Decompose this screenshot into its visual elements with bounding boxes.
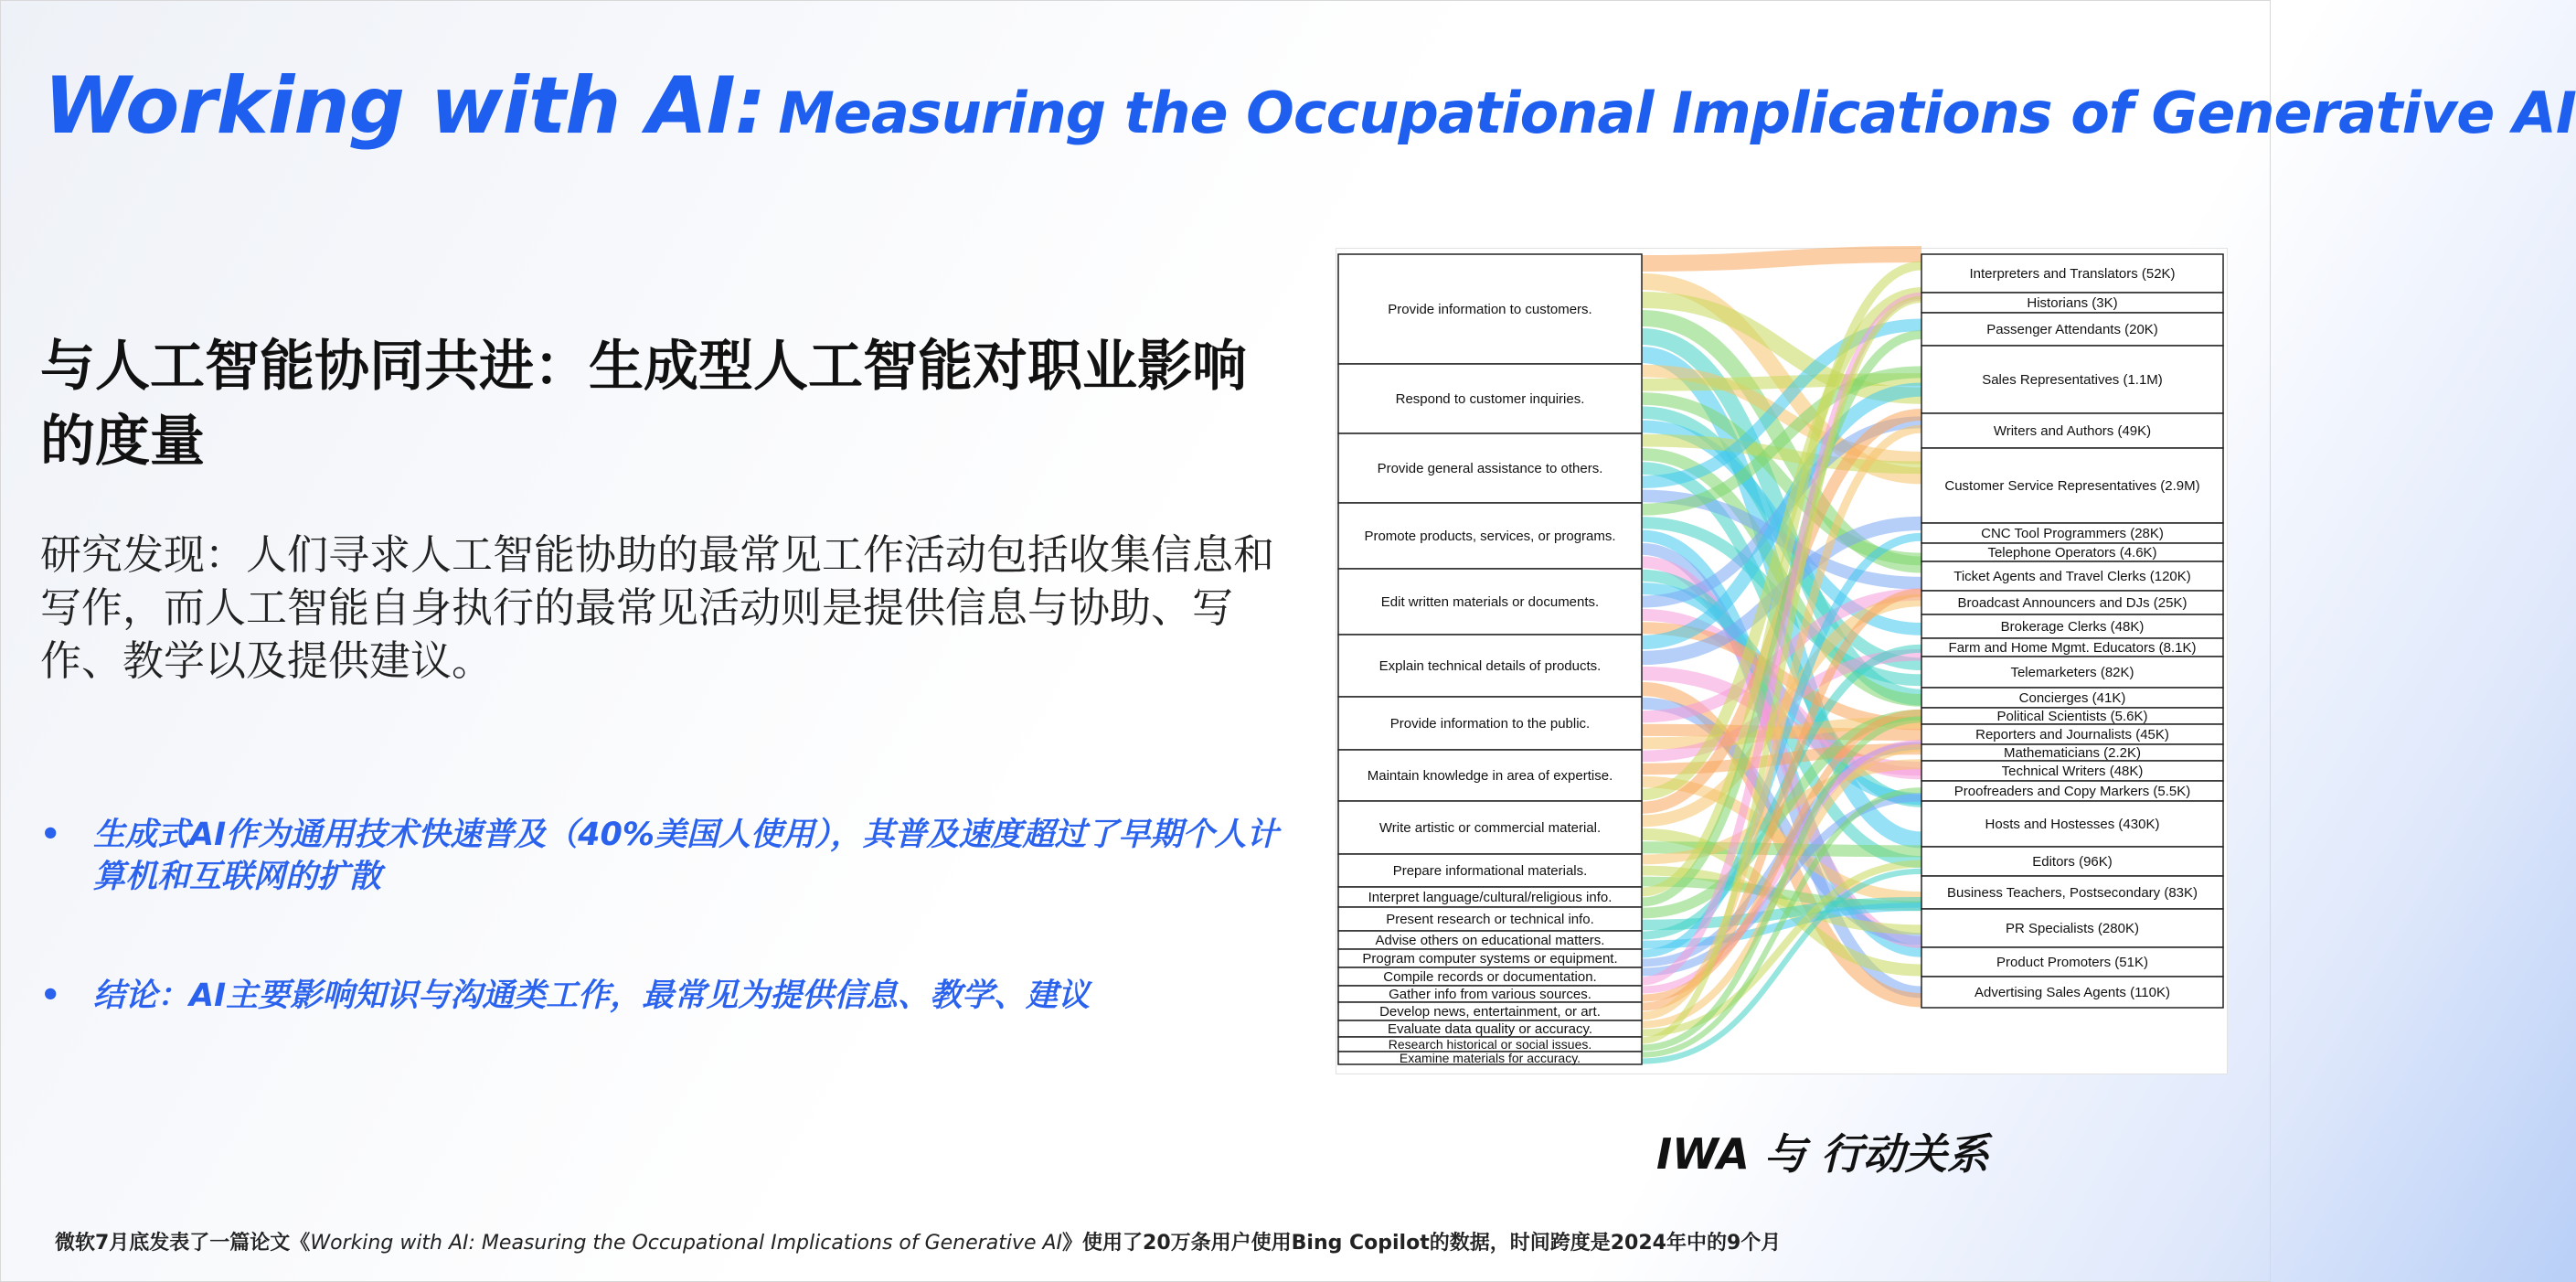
occupation-node [1921, 293, 2223, 313]
research-findings: 研究发现：人们寻求人工智能协助的最常见工作活动包括收集信息和写作，而人工智能自身执行的最常见活动则是提供信息与协助、写作、教学以及提供建议。 [40, 530, 1275, 685]
occupation-node [1921, 591, 2223, 614]
occupation-node-label: CNC Tool Programmers (28K) [1981, 526, 2164, 541]
activity-node-label: Provide general assistance to others. [1377, 461, 1603, 476]
activity-node [1338, 887, 1642, 907]
activity-node-label: Promote products, services, or programs. [1364, 529, 1616, 544]
occupation-node-label: Telemarketers (82K) [2010, 665, 2134, 680]
activity-node [1338, 949, 1642, 967]
occupation-node [1921, 561, 2223, 591]
occupation-node-label: Hosts and Hostesses (430K) [1985, 817, 2160, 832]
activity-node [1338, 1002, 1642, 1020]
bullet-marker: • [40, 978, 61, 1014]
activity-node [1338, 1037, 1642, 1052]
occupation-node-label: Political Scientists (5.6K) [1996, 709, 2148, 724]
occupation-node-label: Mathematicians (2.2K) [2003, 745, 2142, 761]
occupation-node-label: Advertising Sales Agents (110K) [1974, 985, 2171, 1000]
occupation-node [1921, 523, 2223, 543]
activity-node-label: Develop news, entertainment, or art. [1379, 1004, 1601, 1020]
activity-node [1338, 503, 1642, 569]
activity-node [1338, 254, 1642, 364]
activity-node-label: Research historical or social issues. [1388, 1037, 1592, 1052]
activity-node [1338, 907, 1642, 931]
chinese-subtitle: 与人工智能协同共进：生成型人工智能对职业影响的度量 [40, 335, 1247, 474]
occupation-node [1921, 947, 2223, 977]
activity-node-label: Interpret language/cultural/religious info. [1368, 890, 1613, 905]
sankey-diagram [1336, 248, 2228, 1074]
occupation-node-label: Technical Writers (48K) [2001, 764, 2144, 779]
occupation-node [1921, 909, 2223, 947]
activity-node [1338, 635, 1642, 697]
occupation-node-label: Farm and Home Mgmt. Educators (8.1K) [1948, 640, 2197, 656]
title-main: Working with AI: [44, 60, 766, 152]
activity-node-label: Present research or technical info. [1386, 912, 1594, 927]
occupation-node [1921, 254, 2223, 293]
bullet-list [37, 814, 1280, 1017]
activity-node-label: Examine materials for accuracy. [1399, 1051, 1581, 1065]
occupation-node-label: Reporters and Journalists (45K) [1975, 727, 2169, 742]
occupation-node [1921, 346, 2223, 413]
activity-node-label: Gather info from various sources. [1389, 987, 1591, 1002]
occupation-node-label: Historians (3K) [2027, 295, 2118, 311]
activity-node-label: Provide information to customers. [1388, 302, 1592, 317]
flow-link [1642, 254, 1921, 263]
occupation-node [1921, 688, 2223, 708]
occupation-node-label: Ticket Agents and Travel Clerks (120K) [1953, 569, 2191, 584]
activity-node [1338, 1051, 1642, 1065]
bullet-text: 结论：AI主要影响知识与沟通类工作，最常见为提供信息、教学、建议 [93, 978, 1091, 1014]
occupation-node-label: Broadcast Announcers and DJs (25K) [1957, 595, 2187, 611]
occupation-node-label: PR Specialists (280K) [2006, 921, 2139, 936]
occupation-node-label: Customer Service Representatives (2.9M) [1944, 478, 2200, 494]
bullet-text: 生成式AI作为通用技术快速普及（40%美国人使用），其普及速度超过了早期个人计算机和互联网的扩散 [93, 817, 1279, 895]
flow-group [1642, 254, 1921, 1062]
occupation-node [1921, 657, 2223, 688]
bullet-item [37, 975, 1280, 1017]
occupation-node-label: Proofreaders and Copy Markers (5.5K) [1953, 784, 2191, 799]
activity-node [1338, 986, 1642, 1002]
diagram-caption: IWA 与 行动关系 [1656, 1129, 1989, 1179]
bullet-item [37, 814, 1280, 898]
activity-node [1338, 854, 1642, 887]
activity-node [1338, 697, 1642, 750]
activity-node-label: Compile records or documentation. [1383, 969, 1597, 985]
occupation-node-label: Passenger Attendants (20K) [1986, 322, 2158, 337]
activity-node-label: Provide information to the public. [1389, 716, 1591, 732]
activity-node-label: Write artistic or commercial material. [1378, 820, 1602, 836]
occupation-node-label: Telephone Operators (4.6K) [1987, 545, 2157, 561]
activity-node [1338, 1020, 1642, 1037]
occupation-node [1921, 744, 2223, 761]
footnote-suffix: 》使用了20万条用户使用Bing Copilot的数据，时间跨度是2024年中的9个月 [1062, 1232, 1782, 1255]
activity-node [1338, 750, 1642, 801]
occupation-node [1921, 708, 2223, 724]
activity-node-label: Respond to customer inquiries. [1395, 391, 1585, 407]
activity-node [1338, 364, 1642, 433]
activity-node-label: Advise others on educational matters. [1375, 933, 1605, 948]
activity-node-label: Prepare informational materials. [1392, 863, 1588, 879]
activity-node-label: Explain technical details of products. [1378, 658, 1602, 674]
occupation-node [1921, 977, 2223, 1008]
occupation-node-label: Business Teachers, Postsecondary (83K) [1946, 885, 2198, 901]
occupation-node [1921, 638, 2223, 657]
slide-title [44, 60, 2576, 152]
activity-node-label: Edit written materials or documents. [1380, 594, 1600, 610]
footnote [55, 1227, 1781, 1255]
activity-node-label: Evaluate data quality or accuracy. [1387, 1021, 1593, 1037]
title-sub: Measuring the Occupational Implications of Generative AI [778, 80, 2576, 146]
occupation-node [1921, 313, 2223, 346]
occupation-node-label: Interpreters and Translators (52K) [1969, 266, 2176, 282]
occupation-node [1921, 413, 2223, 448]
occupation-node-label: Product Promoters (51K) [1996, 955, 2148, 970]
occupation-node [1921, 448, 2223, 523]
footnote-prefix: 微软7月底发表了一篇论文《 [55, 1232, 311, 1255]
occupation-node-label: Brokerage Clerks (48K) [2000, 619, 2145, 635]
occupation-node-label: Concierges (41K) [2018, 690, 2126, 706]
footnote-paper-title: Working with AI: Measuring the Occupational Implications of Generative AI [310, 1232, 1063, 1255]
occupation-node-label: Sales Representatives (1.1M) [1982, 372, 2163, 388]
occupation-node [1921, 761, 2223, 781]
occupation-node [1921, 724, 2223, 744]
occupation-node [1921, 543, 2223, 561]
activity-node [1338, 801, 1642, 854]
activity-node [1338, 931, 1642, 949]
activity-node [1338, 967, 1642, 986]
occupation-node [1921, 781, 2223, 801]
activity-node [1338, 433, 1642, 503]
occupation-node [1921, 614, 2223, 638]
occupation-node [1921, 801, 2223, 847]
bullet-marker: • [40, 817, 61, 853]
activity-node-label: Program computer systems or equipment. [1362, 951, 1618, 967]
occupation-node [1921, 847, 2223, 876]
occupation-node-label: Writers and Authors (49K) [1993, 423, 2152, 439]
occupation-node-label: Editors (96K) [2032, 854, 2113, 870]
sankey-svg [1336, 249, 2227, 1074]
activity-node [1338, 569, 1642, 635]
activity-node-label: Maintain knowledge in area of expertise. [1367, 768, 1613, 784]
occupation-node [1921, 876, 2223, 909]
